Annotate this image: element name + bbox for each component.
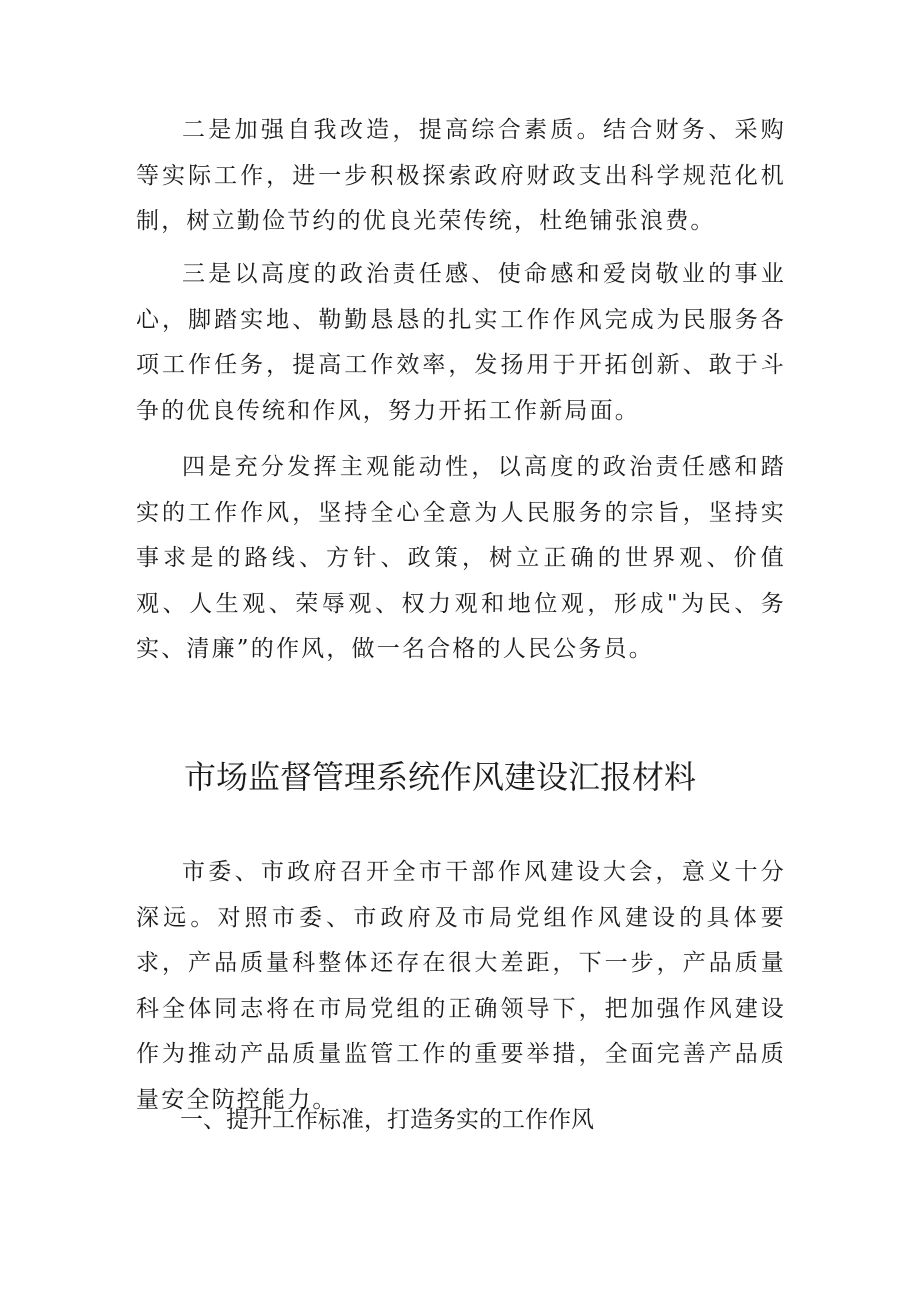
intro-paragraph: 市委、市政府召开全市干部作风建设大会，意义十分深远。对照市委、市政府及市局党组作风建设的具体要求，产品质量科整体还存在很大差距，下一步，产品质量科全体同志将在市局党组的正确领导下，把加强作风建设作为推动产品质量监管工作的重要举措，全面完善产品质量安全防控能力。 [136,859,786,1113]
paragraph-two: 二是加强自我改造，提高综合素质。结合财务、采购等实际工作，进一步积极探索政府财政支出科学规范化机制，树立勤俭节约的优良光荣传统，杜绝铺张浪费。 [136,117,786,234]
paragraph-three: 三是以高度的政治责任感、使命感和爱岗敬业的事业心，脚踏实地、勒勤恳恳的扎实工作作风完成为民服务各项工作任务，提高工作效率，发扬用于开拓创新、敢于斗争的优良传统和作风，努力开拓工作新局面。 [136,261,786,424]
paragraph-four: 四是充分发挥主观能动性，以高度的政治责任感和踏实的工作作风，坚持全心全意为人民服务的宗旨，坚持实事求是的路线、方针、政策，树立正确的世界观、价值观、人生观、荣辱观、权力观和地位观，形成"为民、务实、清廉”的作风，做一名合格的人民公务员。 [136,454,786,662]
section-heading: 一、提升工作标准，打造务实的工作作风 [180,1107,594,1133]
document-title: 市场监督管理系统作风建设汇报材料 [183,758,696,796]
